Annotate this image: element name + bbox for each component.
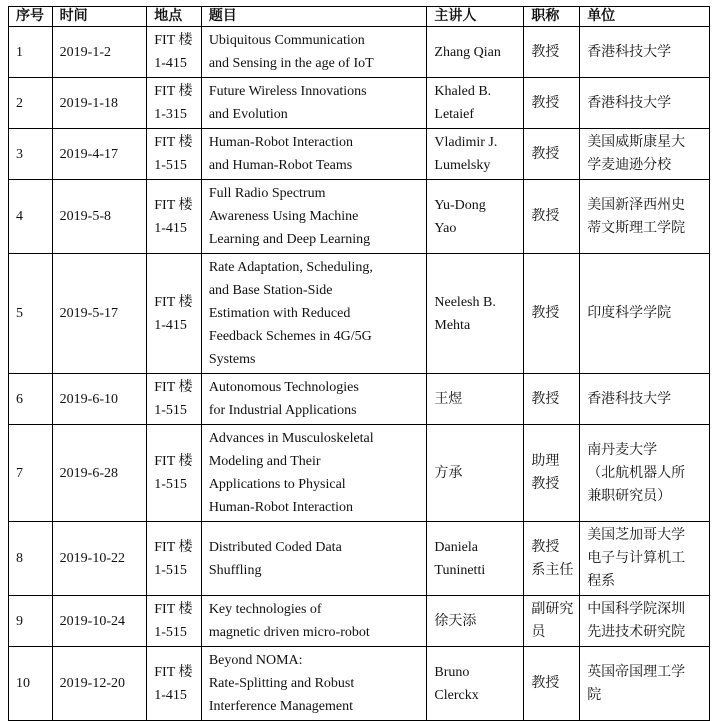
cell-rank: [524, 596, 580, 647]
cell-date: 2019-6-10: [52, 374, 147, 425]
cell-title-line: Rate Adaptation, Scheduling,: [208, 260, 373, 275]
cell-location-line: 1-515: [154, 477, 187, 492]
cell-rank-line: 员: [531, 624, 546, 640]
cell-organization: [580, 129, 710, 180]
cell-no: 9: [9, 596, 53, 647]
cell-speaker-line: 王煜: [434, 391, 463, 407]
cell-speaker-line: Yao: [434, 220, 457, 236]
cell-speaker-line: Daniela: [434, 539, 478, 555]
cell-location-line: 1-515: [154, 158, 187, 173]
cell-no: 2: [9, 78, 53, 129]
header-title: 题目: [201, 7, 427, 27]
cell-rank-line: 教授: [531, 145, 560, 162]
cell-title-line: Feedback Schemes in 4G/5G: [208, 329, 372, 344]
cell-speaker-line: Neelesh B.: [434, 294, 496, 310]
cell-speaker-line: Mehta: [434, 317, 471, 333]
cell-rank-line: 教授: [531, 538, 560, 555]
table-row: [9, 425, 710, 522]
cell-date: 2019-10-22: [52, 522, 147, 596]
cell-organization: [580, 78, 710, 129]
cell-title-line: Future Wireless Innovations: [208, 84, 367, 99]
cell-speaker-line: 徐天添: [434, 613, 477, 629]
cell-rank-line: 助理: [531, 453, 560, 469]
cell-rank-line: 副研究: [531, 601, 574, 617]
cell-title-line: Autonomous Technologies: [208, 380, 359, 395]
table-body: [9, 27, 710, 721]
cell-title: [201, 425, 427, 522]
cell-location-line: 1-315: [154, 107, 187, 122]
cell-organization: [580, 374, 710, 425]
cell-date: 2019-1-2: [52, 27, 147, 78]
cell-no: 10: [9, 647, 53, 721]
cell-organization-line: 英国帝国理工学: [587, 663, 686, 680]
cell-title: [201, 78, 427, 129]
cell-organization-line: 程系: [587, 573, 616, 589]
cell-organization-line: 香港科技大学: [587, 94, 672, 111]
header-date: 时间: [52, 7, 147, 27]
cell-date: 2019-1-18: [52, 78, 147, 129]
cell-rank-line: 教授: [531, 390, 560, 407]
cell-location-line: FIT 楼: [154, 664, 193, 680]
cell-rank: [524, 180, 580, 254]
cell-speaker: [427, 647, 524, 721]
table-row: [9, 254, 710, 374]
cell-title-line: Advances in Musculoskeletal: [208, 431, 374, 446]
cell-speaker-line: 方承: [434, 465, 463, 481]
cell-speaker: [427, 596, 524, 647]
cell-date: 2019-6-28: [52, 425, 147, 522]
cell-organization-line: 香港科技大学: [587, 390, 672, 407]
cell-title-line: Full Radio Spectrum: [208, 186, 326, 201]
cell-speaker-line: Clerckx: [434, 687, 479, 703]
cell-rank-line: 教授: [531, 94, 560, 111]
cell-title-line: Learning and Deep Learning: [208, 232, 371, 247]
cell-organization-line: 中国科学院深圳: [587, 601, 686, 617]
cell-location-line: FIT 楼: [154, 539, 193, 555]
cell-title: [201, 596, 427, 647]
cell-organization-line: 院: [587, 686, 602, 703]
cell-speaker: [427, 425, 524, 522]
table-row: [9, 647, 710, 721]
cell-title: [201, 374, 427, 425]
cell-organization: [580, 425, 710, 522]
table-row: [9, 129, 710, 180]
cell-title-line: Key technologies of: [208, 602, 322, 617]
cell-speaker-line: Lumelsky: [434, 158, 491, 173]
cell-location-line: FIT 楼: [154, 294, 193, 310]
cell-organization-line: 兼职研究员）: [587, 487, 672, 504]
cell-location: [147, 27, 202, 78]
cell-date: 2019-5-8: [52, 180, 147, 254]
header-row: [9, 7, 710, 27]
cell-location: [147, 647, 202, 721]
cell-location-line: FIT 楼: [154, 602, 193, 617]
table-row: [9, 522, 710, 596]
cell-title-line: Modeling and Their: [208, 454, 321, 469]
cell-title-line: and Base Station-Side: [208, 283, 333, 298]
cell-no: 5: [9, 254, 53, 374]
cell-title-line: Estimation with Reduced: [208, 306, 351, 321]
cell-title: [201, 180, 427, 254]
cell-speaker: [427, 78, 524, 129]
cell-no: 7: [9, 425, 53, 522]
cell-location-line: 1-415: [154, 56, 187, 71]
cell-rank: [524, 647, 580, 721]
cell-speaker: [427, 374, 524, 425]
cell-rank: [524, 425, 580, 522]
cell-location-line: 1-515: [154, 562, 187, 578]
cell-location: [147, 180, 202, 254]
cell-rank: [524, 129, 580, 180]
cell-no: 6: [9, 374, 53, 425]
cell-rank-line: 教授: [531, 43, 560, 60]
cell-speaker-line: Vladimir J.: [434, 135, 498, 150]
cell-location: [147, 522, 202, 596]
cell-location-line: FIT 楼: [154, 454, 193, 469]
cell-organization-line: 美国芝加哥大学: [587, 527, 686, 543]
cell-title-line: Applications to Physical: [208, 477, 346, 492]
cell-organization-line: （北航机器人所: [587, 464, 686, 481]
cell-date: 2019-10-24: [52, 596, 147, 647]
cell-title: [201, 129, 427, 180]
table-row: [9, 180, 710, 254]
cell-title-line: Ubiquitous Communication: [208, 33, 365, 48]
cell-location-line: FIT 楼: [154, 197, 193, 213]
cell-title-line: Shuffling: [208, 562, 262, 578]
cell-date: 2019-4-17: [52, 129, 147, 180]
cell-rank: [524, 27, 580, 78]
table-row: [9, 78, 710, 129]
cell-location: [147, 78, 202, 129]
cell-no: 4: [9, 180, 53, 254]
cell-speaker-line: Letaief: [434, 107, 475, 122]
cell-organization: [580, 596, 710, 647]
cell-organization-line: 美国威斯康星大: [587, 134, 686, 150]
cell-location: [147, 254, 202, 374]
cell-title: [201, 254, 427, 374]
cell-location-line: 1-515: [154, 625, 187, 640]
cell-title-line: Beyond NOMA:: [208, 653, 303, 668]
cell-title: [201, 522, 427, 596]
cell-rank: [524, 374, 580, 425]
cell-rank: [524, 522, 580, 596]
cell-organization-line: 南丹麦大学: [587, 441, 658, 458]
cell-location: [147, 596, 202, 647]
cell-location-line: FIT 楼: [154, 33, 193, 48]
cell-title-line: magnetic driven micro-robot: [208, 625, 370, 640]
cell-location-line: FIT 楼: [154, 380, 193, 395]
cell-location: [147, 425, 202, 522]
header-location: 地点: [147, 7, 202, 27]
cell-title-line: Awareness Using Machine: [208, 209, 359, 224]
cell-title-line: Interference Management: [208, 699, 354, 714]
cell-speaker-line: Zhang Qian: [434, 44, 501, 60]
cell-organization: [580, 180, 710, 254]
cell-location-line: 1-415: [154, 687, 187, 703]
cell-organization-line: 印度科学学院: [587, 305, 672, 321]
cell-organization: [580, 647, 710, 721]
cell-rank: [524, 254, 580, 374]
cell-organization-line: 美国新泽西州史: [587, 196, 686, 213]
cell-title-line: and Sensing in the age of IoT: [208, 56, 374, 71]
cell-speaker-line: Khaled B.: [434, 84, 492, 99]
cell-rank-line: 教授: [531, 305, 560, 321]
cell-location: [147, 129, 202, 180]
cell-organization: [580, 254, 710, 374]
cell-title-line: Human-Robot Interaction: [208, 135, 354, 150]
seminar-table: [8, 6, 710, 721]
cell-organization: [580, 522, 710, 596]
cell-title-line: Rate-Splitting and Robust: [208, 676, 355, 691]
cell-speaker-line: Yu-Dong: [434, 197, 486, 213]
cell-date: 2019-5-17: [52, 254, 147, 374]
cell-organization-line: 学麦迪逊分校: [587, 157, 672, 173]
cell-rank-line: 系主任: [531, 561, 574, 578]
cell-rank: [524, 78, 580, 129]
header-organization: 单位: [580, 7, 710, 27]
table-row: [9, 596, 710, 647]
cell-organization: [580, 27, 710, 78]
cell-speaker: [427, 27, 524, 78]
cell-date: 2019-12-20: [52, 647, 147, 721]
cell-location-line: 1-415: [154, 317, 187, 333]
header-speaker: 主讲人: [427, 7, 524, 27]
cell-rank-line: 教授: [531, 476, 560, 492]
cell-speaker-line: Bruno: [434, 664, 470, 680]
cell-organization-line: 蒂文斯理工学院: [587, 219, 686, 236]
cell-title-line: and Human-Robot Teams: [208, 158, 353, 173]
cell-location: [147, 374, 202, 425]
cell-organization-line: 香港科技大学: [587, 43, 672, 60]
cell-title: [201, 27, 427, 78]
cell-no: 8: [9, 522, 53, 596]
cell-title-line: Human-Robot Interaction: [208, 500, 354, 515]
cell-organization-line: 电子与计算机工: [587, 550, 686, 566]
cell-title-line: for Industrial Applications: [208, 403, 357, 418]
cell-title-line: Systems: [208, 352, 256, 367]
cell-rank-line: 教授: [531, 675, 560, 691]
cell-speaker: [427, 129, 524, 180]
cell-location-line: 1-515: [154, 403, 187, 418]
cell-rank-line: 教授: [531, 208, 560, 224]
cell-title-line: and Evolution: [208, 107, 288, 122]
header-no: 序号: [9, 7, 53, 27]
cell-location-line: FIT 楼: [154, 84, 193, 99]
cell-no: 1: [9, 27, 53, 78]
cell-location-line: 1-415: [154, 220, 187, 236]
cell-speaker: [427, 522, 524, 596]
cell-title-line: Distributed Coded Data: [208, 539, 342, 555]
cell-speaker: [427, 254, 524, 374]
table-row: [9, 374, 710, 425]
header-rank: 职称: [524, 7, 580, 27]
cell-speaker: [427, 180, 524, 254]
cell-location-line: FIT 楼: [154, 135, 193, 150]
cell-organization-line: 先进技术研究院: [587, 624, 686, 640]
table-row: [9, 27, 710, 78]
cell-no: 3: [9, 129, 53, 180]
cell-title: [201, 647, 427, 721]
cell-speaker-line: Tuninetti: [434, 562, 486, 578]
